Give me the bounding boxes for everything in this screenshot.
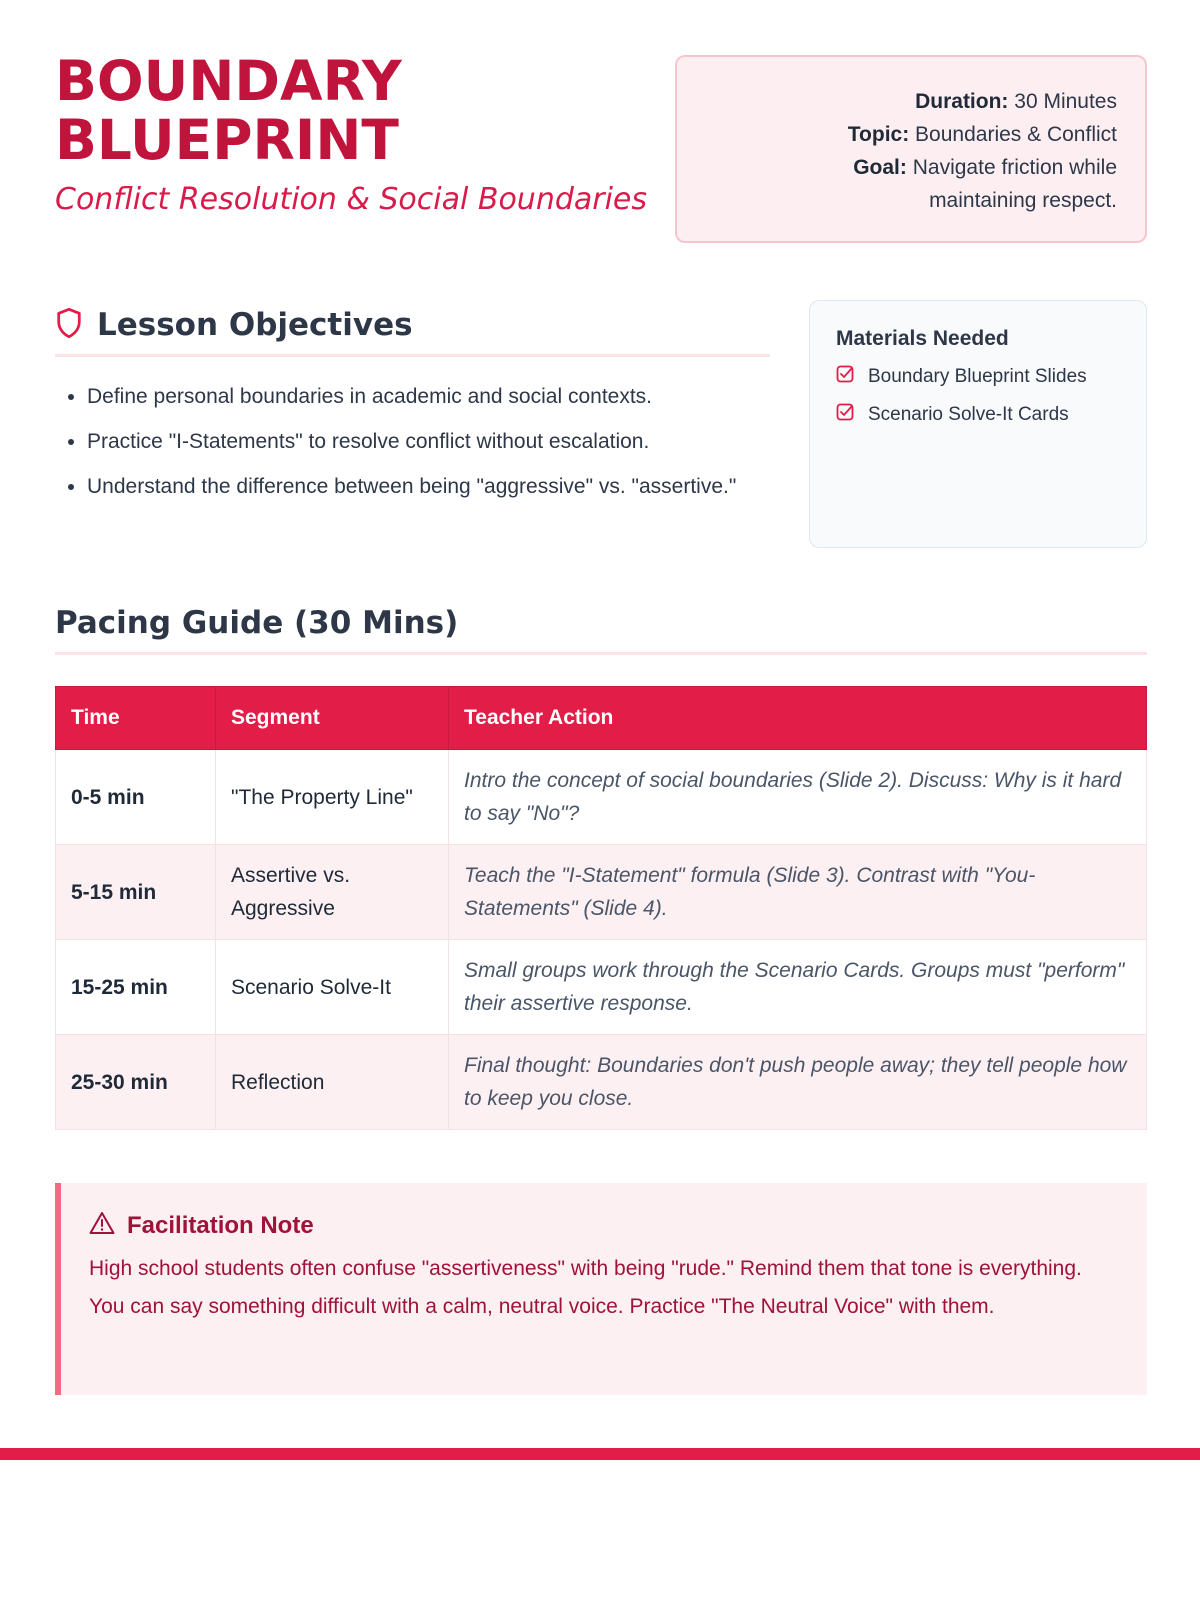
list-item: • Practice "I-Statements" to resolve conflict without escalation. [87, 424, 770, 460]
table-row [56, 1035, 1147, 1130]
goal-line-2 [677, 184, 1117, 217]
segment-cell: Scenario Solve-It [216, 940, 449, 1035]
column-header-time: Time [56, 687, 216, 750]
column-header-action: Teacher Action [449, 687, 1147, 750]
topic-value: Boundaries & Conflict [915, 123, 1117, 146]
table-row [56, 750, 1147, 845]
checkbox-icon [836, 365, 854, 389]
time-cell: 25-30 min [56, 1035, 216, 1130]
duration-line [677, 85, 1117, 118]
shield-icon [55, 307, 83, 344]
note-heading-row [89, 1211, 1117, 1240]
page-subtitle: Conflict Resolution & Social Boundaries [55, 182, 648, 217]
warning-icon [89, 1211, 115, 1240]
goal-line [677, 151, 1117, 184]
lesson-objectives-section [55, 300, 770, 514]
segment-cell: Assertive vs. Aggressive [216, 845, 449, 940]
goal-value-line-2: maintaining respect. [929, 189, 1117, 212]
list-item: • Define personal boundaries in academic and social contexts. [87, 379, 770, 415]
materials-item [836, 365, 1120, 389]
list-item: • Understand the difference between being "aggressive" vs. "assertive." [87, 469, 770, 505]
objectives-list [55, 379, 770, 505]
pacing-heading-row [55, 598, 1147, 655]
note-heading: Facilitation Note [127, 1211, 314, 1239]
column-header-segment: Segment [216, 687, 449, 750]
checkbox-icon [836, 403, 854, 427]
materials-item-label: Boundary Blueprint Slides [868, 366, 1087, 387]
materials-item-label: Scenario Solve-It Cards [868, 404, 1069, 425]
table-header-row [56, 687, 1147, 750]
title-line-1: BOUNDARY [55, 49, 402, 113]
topic-label: Topic: [847, 123, 910, 146]
table-row [56, 845, 1147, 940]
action-cell: Small groups work through the Scenario Cards. Groups must "perform" their assertive response. [449, 940, 1147, 1035]
materials-heading: Materials Needed [836, 327, 1009, 350]
page-title [55, 49, 402, 172]
materials-item [836, 403, 1120, 427]
segment-cell: "The Property Line" [216, 750, 449, 845]
duration-label: Duration: [915, 90, 1009, 113]
duration-value: 30 Minutes [1014, 90, 1117, 113]
time-cell: 0-5 min [56, 750, 216, 845]
pacing-table [55, 686, 1147, 1130]
lesson-info-box [675, 55, 1147, 243]
table-row [56, 940, 1147, 1035]
header [55, 49, 1147, 252]
time-cell: 5-15 min [56, 845, 216, 940]
pacing-heading: Pacing Guide (30 Mins) [55, 605, 459, 641]
topic-line [677, 118, 1117, 151]
action-cell: Final thought: Boundaries don't push people away; they tell people how to keep you close. [449, 1035, 1147, 1130]
pacing-guide-section [55, 598, 1147, 1110]
segment-cell: Reflection [216, 1035, 449, 1130]
facilitation-note [55, 1183, 1147, 1395]
objectives-heading: Lesson Objectives [97, 307, 413, 343]
title-line-2: BLUEPRINT [55, 108, 399, 172]
materials-box [809, 300, 1147, 548]
note-body: High school students often confuse "assertiveness" with being "rude." Remind them that tone is everything. You can say something difficult with a calm, neutral voice. Practice "The Neutral Voice" with them. [89, 1257, 1082, 1318]
action-cell: Intro the concept of social boundaries (Slide 2). Discuss: Why is it hard to say "No"? [449, 750, 1147, 845]
footer-bar [0, 1448, 1200, 1460]
goal-value-line-1: Navigate friction while [912, 156, 1117, 179]
goal-label: Goal: [853, 156, 907, 179]
action-cell: Teach the "I-Statement" formula (Slide 3). Contrast with "You-Statements" (Slide 4). [449, 845, 1147, 940]
time-cell: 15-25 min [56, 940, 216, 1035]
objectives-heading-row [55, 300, 770, 357]
